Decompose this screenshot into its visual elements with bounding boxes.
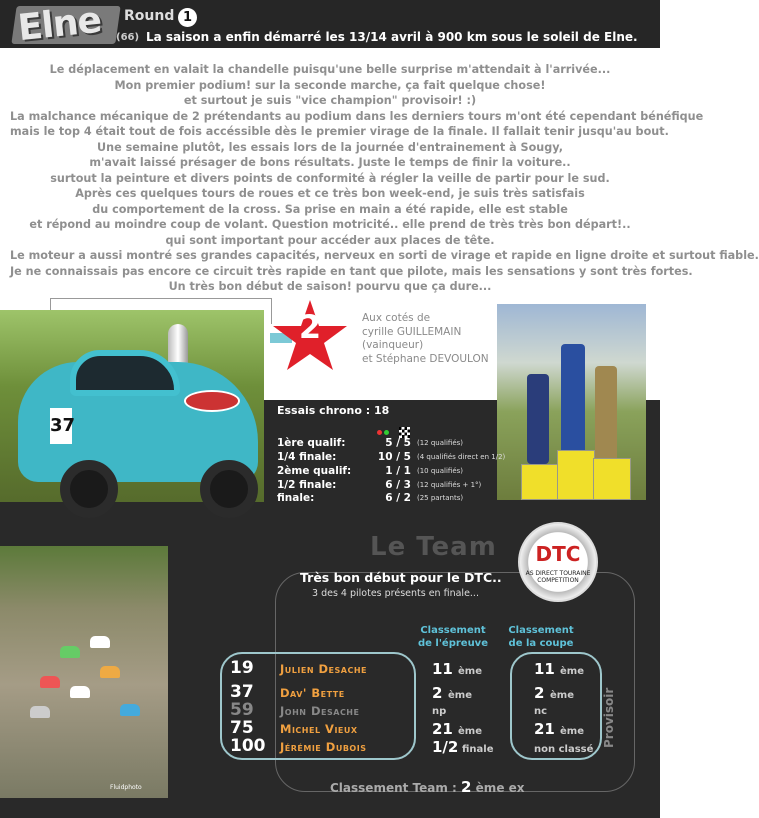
cup-rank: 21 (534, 720, 555, 738)
epreuve-rank: 2 (432, 684, 443, 702)
story-line: Mon premier podium! sur la seconde marche, ça fait quelque chose! (114, 78, 546, 92)
dtc-logo (518, 522, 598, 602)
epreuve-suffix: ème (458, 726, 482, 737)
qualif-note: (25 partants) (417, 494, 464, 502)
podium-position: 2 (298, 308, 322, 346)
col-head-line: de l'épreuve (418, 638, 488, 649)
car-badge (184, 390, 240, 412)
team-class-value: 2 (461, 778, 472, 796)
qualif-value: 1 / 1 (385, 465, 411, 477)
driver-number: 75 (230, 718, 254, 738)
story-line: Je ne connaissais pas encore ce circuit très rapide en tant que pilote, mais les sensations y sont très fortes. (10, 264, 693, 278)
round-label: Round (124, 8, 175, 24)
driver-name: Jérémie Dubois (280, 740, 367, 754)
epreuve-rank: 11 (432, 660, 453, 678)
story-line: Le déplacement en valait la chandelle puisqu'une belle surprise m'attendait à l'arrivée... (49, 63, 611, 76)
mini-car (100, 666, 120, 678)
mini-car (70, 686, 90, 698)
mini-car (120, 704, 140, 716)
department-code: (66) (116, 32, 140, 43)
caption-line: Aux cotés de (362, 312, 431, 324)
driver-name: Michel Vieux (280, 722, 358, 736)
story-line: m'avait laissé présager de bons résultats. Juste le temps de finir la voiture.. (89, 156, 571, 169)
cup-suffix: ème (550, 690, 574, 701)
qualif-label: 1/2 finale: (277, 479, 337, 491)
epreuve-rank: 21 (432, 720, 453, 738)
col-head-line: Classement (420, 625, 486, 636)
qualif-row (277, 479, 497, 493)
story-text (10, 62, 759, 295)
elne-logo: Elne (16, 0, 103, 50)
driver-number: 19 (230, 658, 254, 678)
story-line: surtout la peinture et divers points de conformité à régler la veille de partir pour le sud. (50, 171, 610, 185)
qualif-note: (10 qualifiés) (417, 467, 464, 475)
frame-line (50, 298, 272, 299)
epreuve-suffix: ème (448, 690, 472, 701)
car-window (70, 350, 180, 396)
qualif-value: 5 / 5 (385, 437, 411, 449)
trophy-icon (168, 324, 188, 366)
col-head-line: de la coupe (508, 638, 574, 649)
cup-suffix: nc (534, 706, 548, 717)
story-line: et répond au moindre coup de volant. Question motricité.. elle prend de très très bon départ!.. (29, 218, 631, 231)
qualif-note: (12 qualifiés) (417, 439, 464, 447)
qualif-value: 6 / 2 (385, 492, 411, 504)
story-line: mais le top 4 était tout de fois accéssible dès le premier virage de la finale. Il fallait tenir jusqu'au bout. (10, 125, 669, 138)
epreuve-suffix: ème (458, 666, 482, 677)
mini-car (30, 706, 50, 718)
epreuve-suffix: np (432, 706, 447, 717)
mini-car (60, 646, 80, 658)
qualif-row (277, 451, 506, 465)
story-line: Le moteur a aussi montré ses grandes capacités, nerveux en sorti de virage et rapide en ligne droite et surtout fiable. (10, 249, 759, 262)
caption-line: et Stéphane DEVOULON (362, 352, 489, 365)
dtc-logo-subtitle: AS DIRECT TOURAINE COMPETITION (525, 570, 591, 584)
story-line: et surtout je suis "vice champion" provisoir! :) (183, 94, 477, 107)
qualif-label: 1ère qualif: (277, 437, 346, 449)
cup-suffix: ème (560, 666, 584, 677)
essais-chrono (277, 404, 389, 417)
essais-value: 18 (373, 404, 390, 417)
driver-name: John Desache (280, 704, 360, 718)
car-wheel (60, 460, 118, 518)
caption-line: (vainqueur) (362, 339, 424, 351)
driver-number: 59 (230, 700, 254, 720)
cup-rank: 2 (534, 684, 545, 702)
team-class-suffix: ème ex (475, 781, 525, 795)
story-line: La malchance mécanique de 2 prétendants au podium dans les derniers tours m'ont été cependant bénéfique (10, 109, 704, 123)
dtc-logo-letters: DTC (535, 542, 581, 566)
green-dot-icon (384, 430, 389, 435)
team-classement (330, 778, 525, 796)
story-line: qui sont important pour accéder aux places de tête. (165, 233, 495, 247)
cup-rank: 11 (534, 660, 555, 678)
story-line: Après ces quelques tours de roues et ce très bon week-end, je suis très satisfais (75, 187, 585, 200)
podium-photo (497, 304, 646, 500)
qualif-value: 6 / 3 (385, 479, 411, 491)
qualif-row (277, 465, 497, 479)
podium-person (527, 374, 549, 464)
qualif-row (277, 492, 497, 506)
driver-name: Julien Desache (280, 662, 368, 676)
qualif-label: 2ème qualif: (277, 465, 352, 477)
caption-line: cyrille GUILLEMAIN (362, 325, 462, 338)
epreuve-suffix: finale (462, 744, 494, 755)
qualif-note: (4 qualifiés direct en 1/2) (417, 453, 506, 461)
team-headline: Très bon début pour le DTC.. (300, 570, 502, 585)
podium-star-icon (270, 298, 350, 378)
driver-name: Dav' Bette (280, 686, 345, 700)
car-number: 37 (50, 408, 72, 444)
col-head-epreuve (416, 624, 490, 650)
round-number-badge: 1 (178, 8, 197, 27)
qualif-row (277, 437, 497, 451)
mini-car (40, 676, 60, 688)
qualif-note: (12 qualifiés + 1°) (417, 481, 482, 489)
car-wheel (200, 460, 258, 518)
frame-line (50, 298, 51, 310)
podium-caption (362, 312, 489, 366)
col-head-line: Classement (508, 625, 574, 636)
col-head-coupe (504, 624, 578, 650)
podium-step (557, 450, 595, 500)
cup-suffix: ème (560, 726, 584, 737)
page-headline: La saison a enfin démarré les 13/14 avril à 900 km sous le soleil de Elne. (146, 30, 638, 44)
driver-number: 100 (230, 736, 266, 756)
team-subtitle: 3 des 4 pilotes présents en finale... (312, 588, 479, 599)
story-line: Une semaine plutôt, les essais lors de la journée d'entrainement à Sougy, (97, 140, 563, 154)
qualif-label: 1/4 finale: (277, 451, 337, 463)
qualif-label: finale: (277, 492, 315, 504)
photo-credit: Fluidphoto (110, 784, 142, 791)
podium-person (561, 344, 585, 454)
team-title: Le Team (370, 532, 497, 562)
essais-label: Essais chrono : (277, 404, 371, 417)
podium-step (521, 464, 559, 500)
cup-suffix: non classé (534, 744, 594, 755)
mini-car (90, 636, 110, 648)
podium-step (593, 458, 631, 500)
qualif-value: 10 / 5 (377, 451, 411, 463)
epreuve-rank: 1/2 (432, 738, 459, 756)
story-line: Un très bon début de saison! pourvu que ça dure... (168, 280, 492, 293)
podium-person (595, 366, 617, 464)
track-photo (0, 546, 168, 798)
story-line: du comportement de la cross. Sa prise en main a été rapide, elle est stable (92, 202, 568, 216)
header-bar (0, 0, 660, 48)
team-class-label: Classement Team : (330, 781, 457, 795)
car-photo (0, 310, 264, 502)
provisoir-label: Provisoir (602, 687, 616, 748)
red-dot-icon (377, 430, 382, 435)
driver-number: 37 (230, 682, 254, 702)
